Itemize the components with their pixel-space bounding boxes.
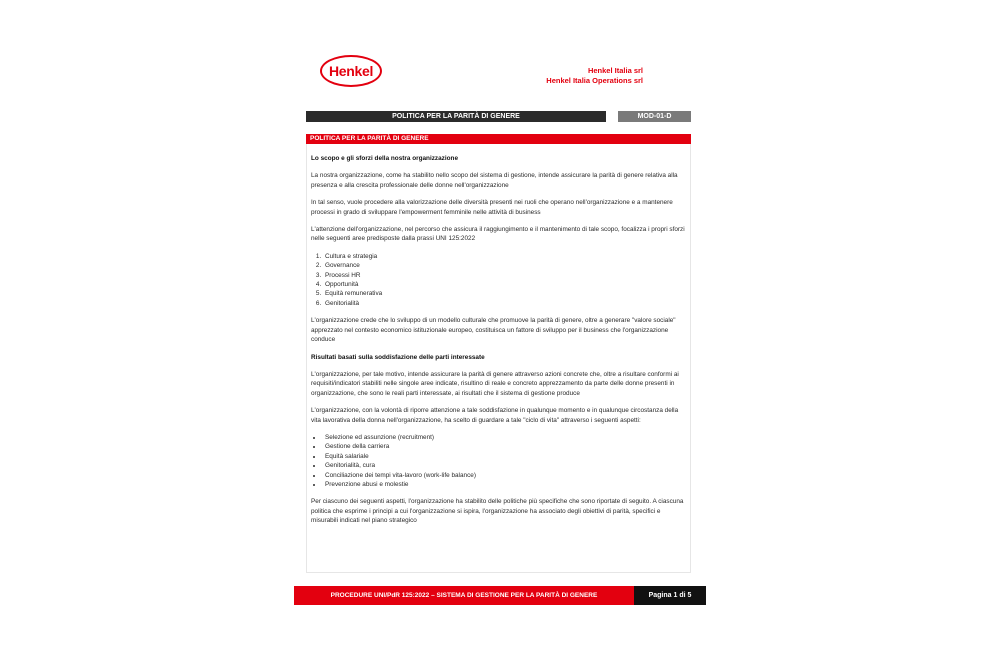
document-code: MOD-01-D bbox=[618, 111, 691, 122]
footer-procedure: PROCEDURE UNI/PdR 125:2022 – SISTEMA DI GESTIONE PER LA PARITÀ DI GENERE bbox=[294, 586, 634, 605]
paragraph-2: In tal senso, vuole procedere alla valorizzazione delle diversità presenti nei ruoli che operano nell'organizzazione e a mantenere processi in grado di sviluppare l'empowerment femminile nelle attività di business bbox=[311, 199, 673, 216]
aspects-list bbox=[311, 433, 686, 489]
paragraph-5: L'organizzazione, per tale motivo, intende assicurare la parità di genere attraverso azioni concrete che, oltre a risultare conformi ai requisiti/indicatori stabiliti nelle singole aree indicate, risultino di reale e concreto apprezzamento da parte delle donne presenti in organizzazione, che sono le reali parti interessate, ai risultati che il sistema di gestione produce bbox=[311, 370, 679, 397]
paragraph-6: L'organizzazione, con la volontà di riporre attenzione a tale soddisfazione in qualunque momento e in qualunque circostanza della vita lavorativa della donna nell'organizzazione, ha scelto di guardare a tale "ciclo di vita" attraverso i seguenti aspetti: bbox=[311, 407, 679, 424]
logo-text: Henkel bbox=[328, 63, 374, 79]
heading-results: Risultati basati sulla soddisfazione delle parti interessate bbox=[311, 353, 485, 361]
list-item: • Genitorialità, cura bbox=[323, 461, 686, 470]
section-title-bar: POLITICA PER LA PARITÀ DI GENERE bbox=[306, 134, 691, 144]
list-item: 6. Genitorialità bbox=[323, 299, 686, 308]
paragraph-3: L'attenzione dell'organizzazione, nel percorso che assicura il raggiungimento e il mantenimento di tale scopo, focalizza i propri sforzi nelle seguenti aree predisposte dalla prassi UNI 125:2022 bbox=[311, 226, 685, 243]
paragraph-7: Per ciascuno dei seguenti aspetti, l'organizzazione ha stabilito delle politiche più specifiche che sono riportate di seguito. A ciascuna politica che esprime i principi a cui l'organizzazione si ispira, l'organizzazione ha associato degli obiettivi di parità, specifici e misurabili indicati nel piano strategico bbox=[311, 498, 684, 525]
list-item: • Gestione della carriera bbox=[323, 442, 686, 451]
list-item: • Prevenzione abusi e molestie bbox=[323, 480, 686, 489]
paragraph-4: L'organizzazione crede che lo sviluppo di un modello culturale che promuove la parità di genere, oltre a generare "valore sociale" apprezzato nel contesto economico istituzionale europeo, costituisca un fattore di sviluppo per il business che l'organizzazione conduce bbox=[311, 317, 676, 344]
document-title-bar: POLITICA PER LA PARITÀ DI GENERE bbox=[306, 111, 606, 122]
list-item: 1. Cultura e strategia bbox=[323, 252, 686, 261]
company-line-1: Henkel Italia srl bbox=[587, 66, 643, 75]
areas-list bbox=[311, 252, 686, 308]
list-item: • Selezione ed assunzione (recruitment) bbox=[323, 433, 686, 442]
list-item: • Equità salariale bbox=[323, 452, 686, 461]
page-number: Pagina 1 di 5 bbox=[634, 586, 706, 605]
paragraph-1: La nostra organizzazione, come ha stabilito nello scopo del sistema di gestione, intende assicurare la parità di genere relativa alla presenza e alla crescita professionale delle donne nell'organizzazione bbox=[311, 172, 678, 189]
company-names bbox=[546, 66, 643, 86]
heading-scope: Lo scopo e gli sforzi della nostra organizzazione bbox=[311, 155, 459, 162]
list-item: 2. Governance bbox=[323, 261, 686, 270]
company-line-2: Henkel Italia Operations srl bbox=[546, 76, 643, 85]
list-item: 3. Processi HR bbox=[323, 271, 686, 280]
list-item: 5. Equità remunerativa bbox=[323, 289, 686, 298]
list-item: 4. Opportunità bbox=[323, 280, 686, 289]
list-item: • Conciliazione dei tempi vita-lavoro (work-life balance) bbox=[323, 471, 686, 480]
document-body bbox=[306, 144, 691, 573]
henkel-logo bbox=[320, 55, 382, 87]
